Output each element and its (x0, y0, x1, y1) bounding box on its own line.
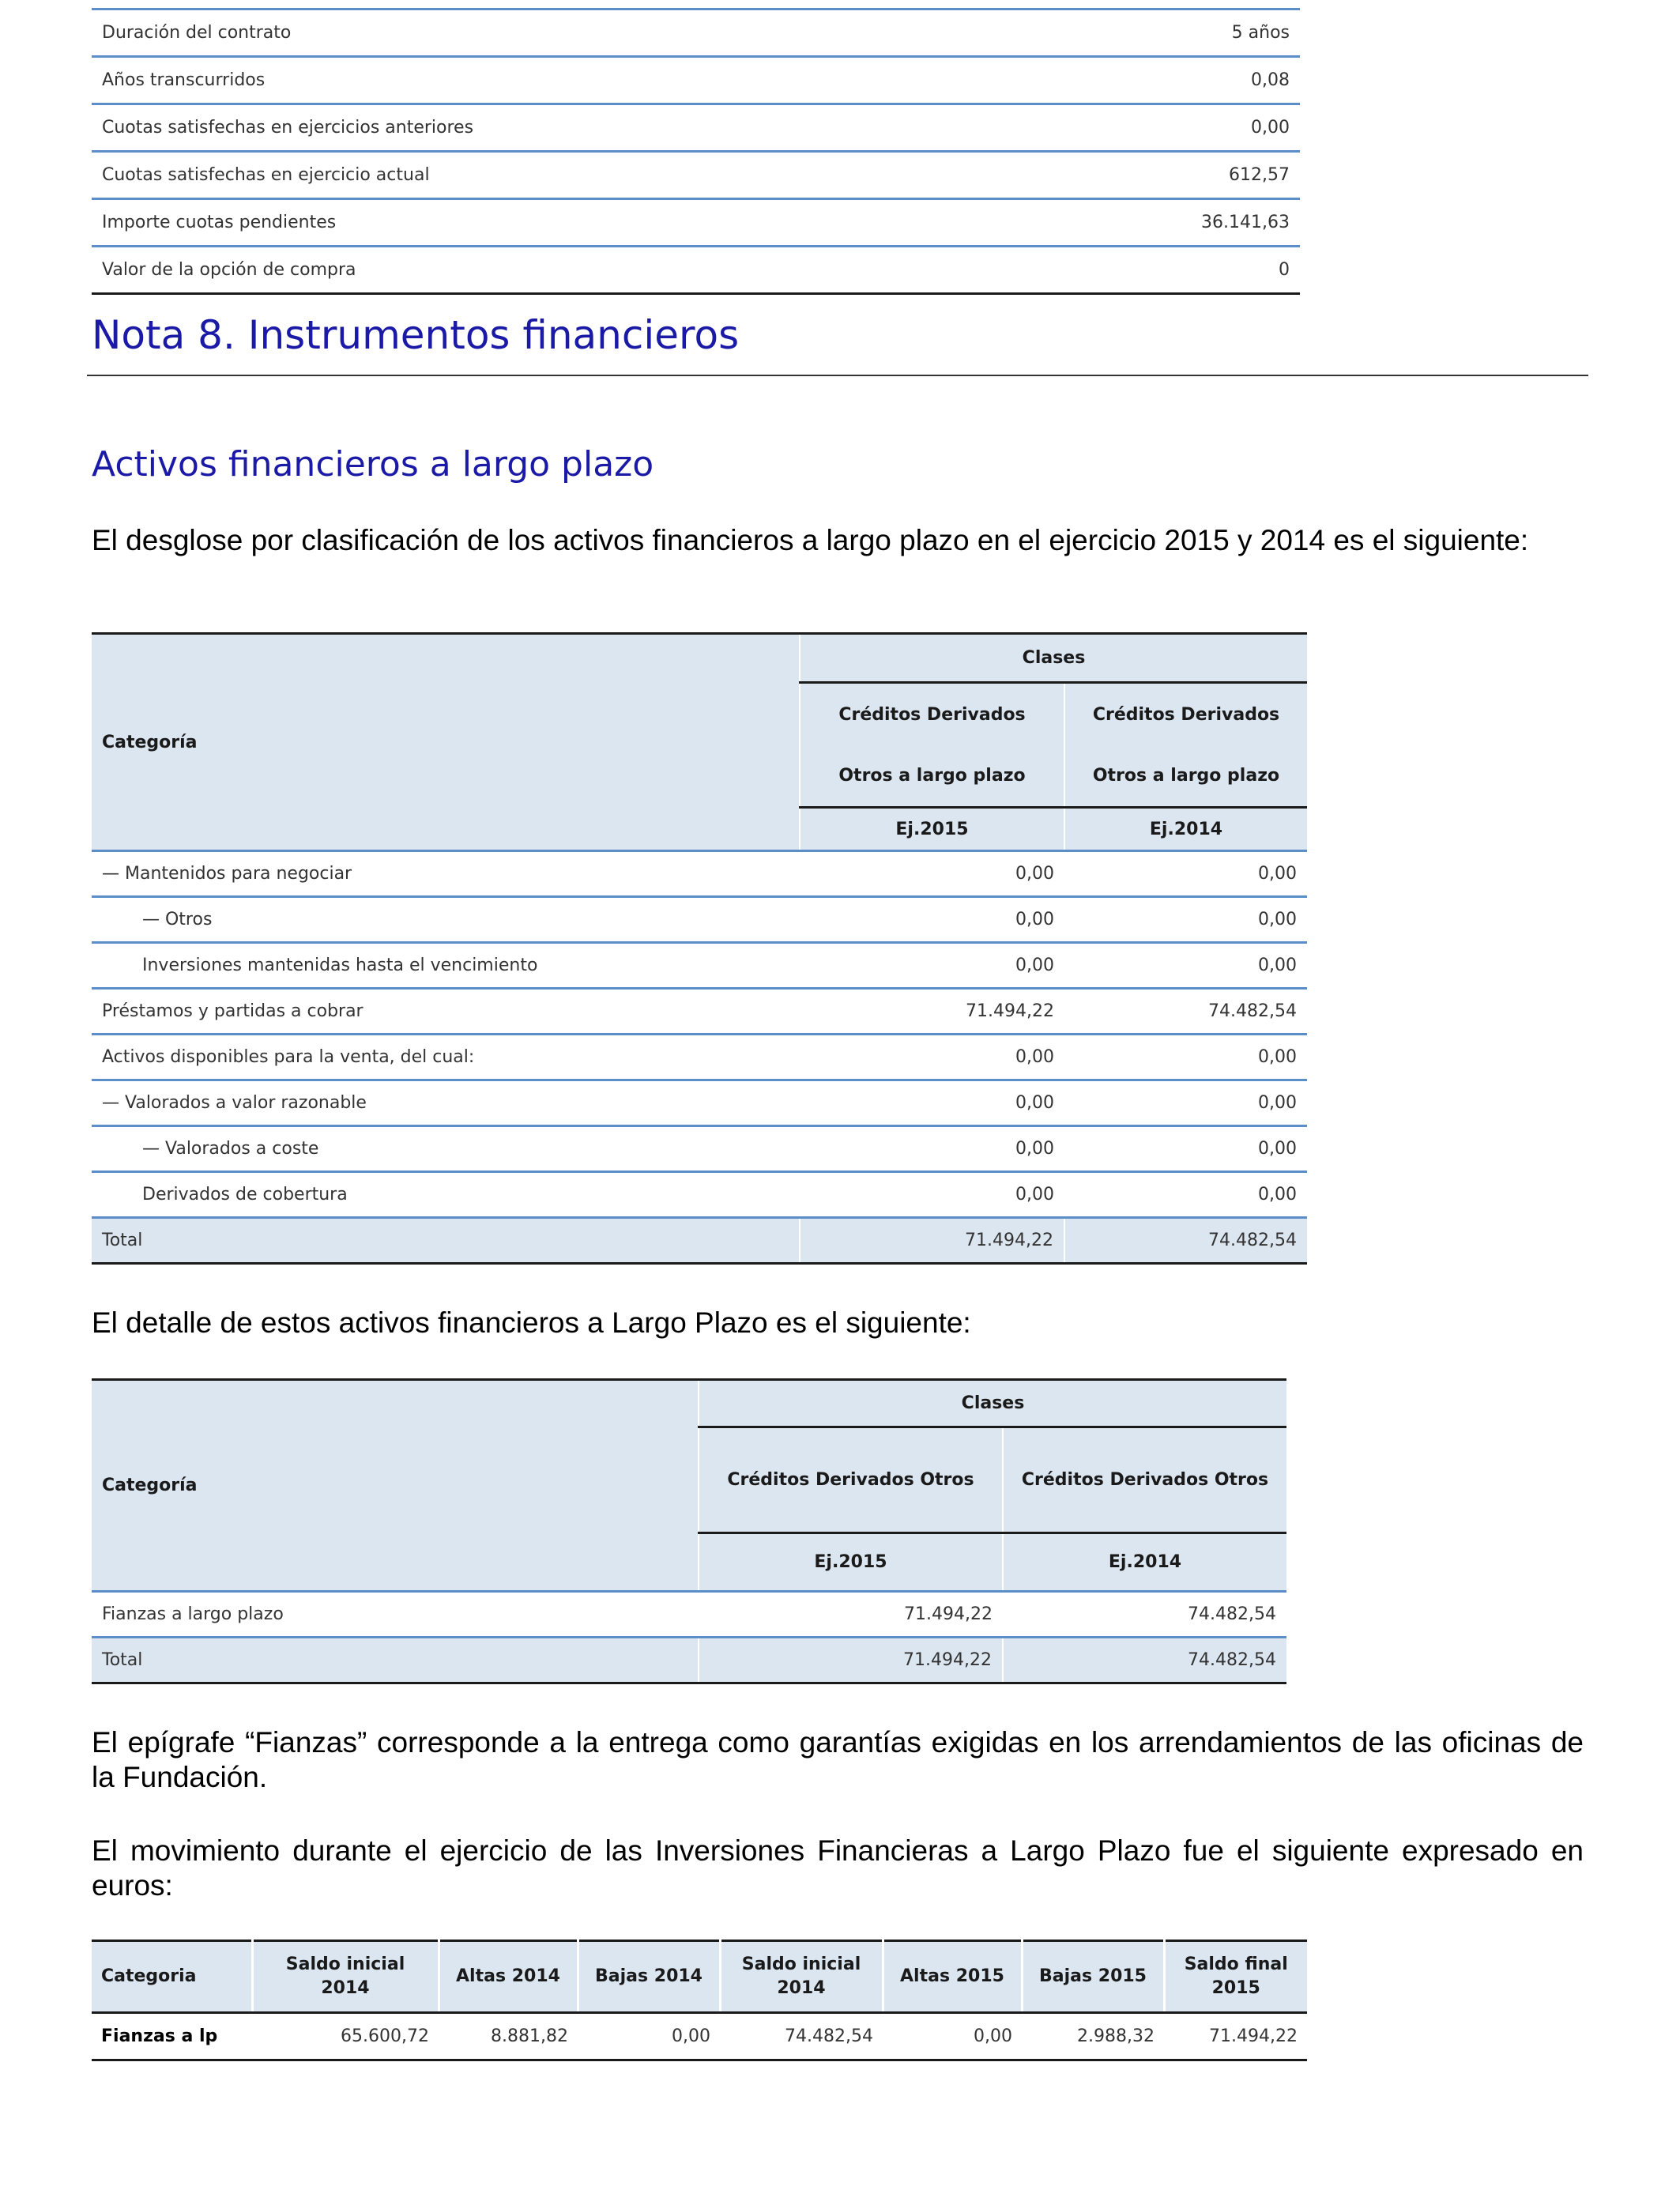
row-value: 0,00 (961, 104, 1300, 152)
row-label: — Valorados a coste (92, 1126, 800, 1172)
table-row (92, 247, 1300, 294)
cell-value: 0,00 (883, 2013, 1022, 2060)
classification-table (92, 632, 1307, 1265)
header-categoria: Categoria (92, 1941, 252, 2013)
header-altas-2014: Altas 2014 (439, 1941, 578, 2013)
header-bajas-2014: Bajas 2014 (578, 1941, 720, 2013)
title-divider (87, 375, 1588, 376)
cell-value: 0,00 (1064, 1172, 1307, 1218)
intro-paragraph: El desglose por clasificación de los activos financieros a largo plazo en el ejercicio 2015 y 2014 es el siguiente: (92, 524, 1529, 556)
cell-value: 8.881,82 (439, 2013, 578, 2060)
cell-value: 74.482,54 (720, 2013, 883, 2060)
header-col-a-line2: Otros a largo plazo (800, 746, 1064, 808)
row-label: Fianzas a largo plazo (92, 1592, 699, 1638)
subsection-title: Activos financieros a largo plazo (92, 444, 654, 484)
cell-value: 0,00 (800, 851, 1064, 897)
fianzas-paragraph: El epígrafe “Fianzas” corresponde a la entrega como garantías exigidas en los arrendamientos de las oficinas de la Fundación. (92, 1726, 1584, 1793)
row-label: Cuotas satisfechas en ejercicios anteriores (92, 104, 961, 152)
row-value: 36.141,63 (961, 199, 1300, 247)
table-row (92, 1035, 1307, 1080)
table-total-row (92, 1638, 1286, 1683)
cell-value: 0,00 (800, 1172, 1064, 1218)
header-clases: Clases (800, 634, 1307, 683)
header-col-b-line2: Otros a largo plazo (1064, 746, 1307, 808)
table-row (92, 57, 1300, 104)
cell-value: 0,00 (1064, 1080, 1307, 1126)
table-row (92, 1126, 1307, 1172)
cell-value: 71.494,22 (800, 1218, 1064, 1264)
cell-value: 74.482,54 (1003, 1638, 1286, 1683)
table-header-row (92, 634, 1307, 683)
table-row (92, 989, 1307, 1035)
header-saldo-inicial-2014-b: Saldo inicial 2014 (720, 1941, 883, 2013)
cell-value: 2.988,32 (1022, 2013, 1164, 2060)
cell-value: 0,00 (1064, 897, 1307, 943)
header-bajas-2015: Bajas 2015 (1022, 1941, 1164, 2013)
table-total-row (92, 1218, 1307, 1264)
cell-value: 71.494,22 (1164, 2013, 1307, 2060)
row-label: Cuotas satisfechas en ejercicio actual (92, 152, 961, 199)
cell-value: 0,00 (1064, 851, 1307, 897)
row-value: 0,08 (961, 57, 1300, 104)
cell-value: 65.600,72 (252, 2013, 439, 2060)
cell-value: 0,00 (800, 943, 1064, 989)
cell-value: 0,00 (1064, 1035, 1307, 1080)
table-row (92, 851, 1307, 897)
header-saldo-final-2015: Saldo final 2015 (1164, 1941, 1307, 2013)
row-label: Total (92, 1218, 800, 1264)
table-row (92, 897, 1307, 943)
cell-value: 0,00 (800, 1080, 1064, 1126)
cell-value: 71.494,22 (699, 1638, 1003, 1683)
section-title: Nota 8. Instrumentos financieros (92, 312, 740, 358)
table-header-row (92, 1941, 1307, 2013)
cell-value: 71.494,22 (699, 1592, 1003, 1638)
row-label: Total (92, 1638, 699, 1683)
row-label: Valor de la opción de compra (92, 247, 961, 294)
header-altas-2015: Altas 2015 (883, 1941, 1022, 2013)
header-col-a: Créditos Derivados Otros (699, 1427, 1003, 1533)
row-value: 0 (961, 247, 1300, 294)
cell-value: 0,00 (800, 897, 1064, 943)
row-value: 5 años (961, 9, 1300, 57)
header-categoria: Categoría (92, 634, 800, 851)
movement-paragraph: El movimiento durante el ejercicio de las Inversiones Financieras a Largo Plazo fue el siguiente expresado en euros: (92, 1834, 1584, 1902)
row-label: — Otros (92, 897, 800, 943)
header-saldo-inicial-2014: Saldo inicial 2014 (252, 1941, 439, 2013)
table-row (92, 943, 1307, 989)
table-row (92, 1592, 1286, 1638)
header-categoria: Categoría (92, 1380, 699, 1592)
row-label: — Mantenidos para negociar (92, 851, 800, 897)
row-label: Derivados de cobertura (92, 1172, 800, 1218)
row-label: Inversiones mantenidas hasta el vencimiento (92, 943, 800, 989)
header-col-b: Créditos Derivados Otros (1003, 1427, 1286, 1533)
cell-value: 0,00 (1064, 943, 1307, 989)
cell-value: 0,00 (1064, 1126, 1307, 1172)
row-label: Fianzas a lp (92, 2013, 252, 2060)
cell-value: 71.494,22 (800, 989, 1064, 1035)
table-row (92, 2013, 1307, 2060)
cell-value: 0,00 (800, 1126, 1064, 1172)
header-year-a: Ej.2015 (800, 808, 1064, 851)
table-header-row (92, 1380, 1286, 1427)
movement-table (92, 1940, 1307, 2061)
cell-value: 74.482,54 (1064, 1218, 1307, 1264)
row-label: Importe cuotas pendientes (92, 199, 961, 247)
header-col-b-line1: Créditos Derivados (1092, 704, 1280, 725)
cell-value: 0,00 (578, 2013, 720, 2060)
header-year-a: Ej.2015 (699, 1533, 1003, 1592)
header-year-b: Ej.2014 (1064, 808, 1307, 851)
row-label: Activos disponibles para la venta, del cual: (92, 1035, 800, 1080)
table-row (92, 9, 1300, 57)
row-label: Duración del contrato (92, 9, 961, 57)
table-row (92, 152, 1300, 199)
table-row (92, 1080, 1307, 1126)
row-label: Años transcurridos (92, 57, 961, 104)
cell-value: 74.482,54 (1003, 1592, 1286, 1638)
header-col-a-line1: Créditos Derivados (800, 683, 1064, 746)
table-row (92, 1172, 1307, 1218)
header-clases: Clases (699, 1380, 1286, 1427)
table-row (92, 104, 1300, 152)
row-label: — Valorados a valor razonable (92, 1080, 800, 1126)
cell-value: 0,00 (800, 1035, 1064, 1080)
row-value: 612,57 (961, 152, 1300, 199)
table-row (92, 199, 1300, 247)
detail-table (92, 1378, 1286, 1684)
row-label: Préstamos y partidas a cobrar (92, 989, 800, 1035)
leasing-table (92, 8, 1300, 295)
header-year-b: Ej.2014 (1003, 1533, 1286, 1592)
cell-value: 74.482,54 (1064, 989, 1307, 1035)
detail-paragraph: El detalle de estos activos financieros a Largo Plazo es el siguiente: (92, 1306, 971, 1339)
